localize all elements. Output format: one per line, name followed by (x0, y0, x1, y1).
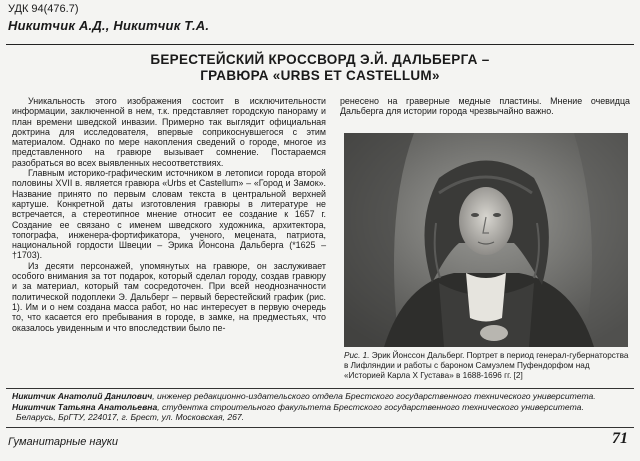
figure-label: Рис. 1. (344, 351, 370, 360)
figure-caption-text: Эрик Йонссон Дальберг. Портрет в период генерал-губернаторства в Лифляндии и работы с бароном Самуэлем Пуфендорфом над «Историей Карла X Густава» в 1688-1696 гг. [2] (344, 351, 629, 380)
portrait-figure (344, 133, 628, 347)
article-authors: Никитчик А.Д., Никитчик Т.А. (8, 18, 210, 33)
left-column (12, 96, 326, 333)
header-rule (6, 44, 634, 45)
page-number: 71 (612, 430, 628, 447)
article-title (60, 52, 580, 84)
journal-section: Гуманитарные науки (8, 436, 119, 448)
figure-caption (344, 351, 630, 380)
footer-rule (6, 427, 634, 428)
article-title-line-2: ГРАВЮРА «URBS ET CASTELLUM» (200, 68, 440, 83)
paragraph-3: Из десяти персонажей, упомянутых на гравюре, он заслуживает особого внимания за тот подарок, который сделал городу, создав гравюру и за материал, который там сосредоточен. При всей неоднозначности политической подоплеки Э. Дальберг – первый берестейский график (рис. 1). Им и о нем создана масса работ, но нас интересует в первую очередь то, что касается его пребывания в городе, в замке, на предместьях, что оказалось увиденным и что впоследствии было пе- (12, 260, 326, 333)
paragraph-2: Главным историко-графическим источником в летописи города второй половины XVII в. является гравюра «Urbs et Castellum» – «Город и Замок». Название принято по первым словам текста в центральной верхней картуше. Конкретной даты изготовления гравюры в литературе не встречается, а стереотипное мнение относит ее создание к 1657 г. Создание ее связано с именем шведского художника, архитектора, топографа, инженера-фортификатора, ученого, мецената, патриота, национальной гордости Швеции – Эрика Йонсона Дальберга (*1625 – †1703). (12, 168, 326, 261)
right-column-text (340, 96, 630, 117)
paragraph-continuation: ренесено на граверные медные пластины. Мнение очевидца Дальберга для истории города чрезвычайно важно. (340, 96, 630, 117)
udc-code: УДК 94(476.7) (8, 3, 79, 15)
author-1-description: , инженер редакционно-издательского отдела Брестского государственного технического университета. (152, 391, 596, 401)
article-title-line-1: БЕРЕСТЕЙСКИЙ КРОССВОРД Э.Й. ДАЛЬБЕРГА – (150, 52, 490, 67)
author-2-description: , студентка строительного факультета Брестского государственного технического университета. (157, 401, 584, 412)
author-1-name: Никитчик Анатолий Данилович (12, 391, 153, 401)
affiliation-rule (6, 388, 634, 389)
affiliation-author-2 (12, 402, 630, 413)
portrait-image (344, 133, 628, 347)
author-2-name: Никитчик Татьяна Анатольевна (12, 401, 158, 412)
paragraph-1: Уникальность этого изображения состоит в исключительности информации, заключенной в нем, т.к. представляет городскую панораму и план времени шведской инвазии. Примерно так выглядит официальная доктрина для исследователя, впервые соприкоснувшегося с этим материалом. Однако по мере накопления сведений о городе, многое из представленного на гравюре вызывает сомнение. Постараемся разобраться во всех выявленных несоответствиях. (12, 96, 326, 168)
affiliation-address: Беларусь, БрГТУ, 224017, г. Брест, ул. Московская, 267. (16, 412, 245, 423)
affiliation-author-1 (12, 391, 630, 402)
author-affiliations (12, 391, 630, 423)
